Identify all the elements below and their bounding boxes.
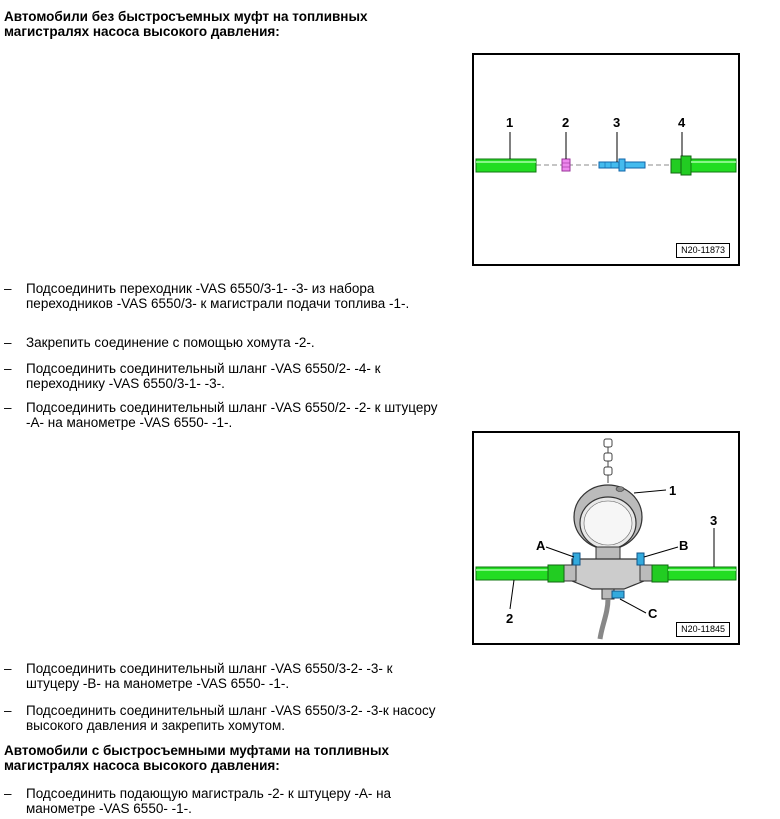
step-5 xyxy=(4,661,444,691)
callout-a: A xyxy=(536,538,546,553)
step-text: Подсоединить переходник -VAS 6550/3-1- -3- из набора переходников -VAS 6550/3- к магистрали подачи топлива -1-. xyxy=(26,281,410,311)
connecting-hose-left xyxy=(476,565,564,582)
callout-1: 1 xyxy=(506,115,514,130)
callout-2: 2 xyxy=(506,611,514,626)
figure-id-label: N20-11845 xyxy=(676,622,730,637)
figure-pressure-gauge xyxy=(472,431,740,645)
figure-pressure-gauge-drawing xyxy=(474,433,738,643)
step-text: Подсоединить соединительный шланг -VAS 6550/2- -4- к переходнику -VAS 6550/3-1- -3-. xyxy=(26,361,381,391)
list-dash: – xyxy=(4,361,12,376)
gauge-hanger-chain xyxy=(604,439,612,483)
fuel-supply-line xyxy=(476,159,536,172)
step-3 xyxy=(4,361,444,391)
step-1 xyxy=(4,281,444,311)
step-text: Подсоединить соединительный шланг -VAS 6550/2- -2- к штуцеру -A- на манометре -VAS 6550- -1-. xyxy=(26,400,438,430)
drain-hose xyxy=(600,599,608,639)
step-4 xyxy=(4,400,444,430)
figure-id-label: N20-11873 xyxy=(676,243,730,258)
step-7 xyxy=(4,786,404,816)
callout-b: B xyxy=(679,538,689,553)
list-dash: – xyxy=(4,786,12,801)
list-dash: – xyxy=(4,335,12,350)
step-6 xyxy=(4,703,444,733)
callout-4: 4 xyxy=(678,115,686,130)
callout-c: C xyxy=(648,606,658,621)
figure-fuel-line-adapter xyxy=(472,53,740,266)
hose-clamp xyxy=(562,159,570,171)
figure-fuel-line-adapter-drawing xyxy=(474,55,738,264)
list-dash: – xyxy=(4,400,12,415)
step-text: Подсоединить подающую магистраль -2- к штуцеру -A- на манометре -VAS 6550- -1-. xyxy=(26,786,392,816)
callout-2: 2 xyxy=(562,115,570,130)
valve-a xyxy=(573,553,580,565)
step-text: Подсоединить соединительный шланг -VAS 6550/3-2- -3- к штуцеру -B- на манометре -VAS 6550- -1-. xyxy=(26,661,393,691)
step-text: Закрепить соединение с помощью хомута -2-. xyxy=(26,335,315,350)
list-dash: – xyxy=(4,703,12,718)
callout-3: 3 xyxy=(613,115,621,130)
list-dash: – xyxy=(4,281,12,296)
step-2 xyxy=(4,335,444,350)
connecting-hose-vas-6550-2 xyxy=(671,156,736,175)
list-dash: – xyxy=(4,661,12,676)
connecting-hose-right xyxy=(652,565,736,582)
section-heading-with-quick-couplings: Автомобили с быстросъемными муфтами на топливных магистралях насоса высокого давления: xyxy=(4,743,390,773)
section-heading-without-quick-couplings: Автомобили без быстросъемных муфт на топливных магистралях насоса высокого давления: xyxy=(4,9,368,39)
step-text: Подсоединить соединительный шланг -VAS 6550/3-2- -3-к насосу высокого давления и закрепить хомутом. xyxy=(26,703,436,733)
adapter-vas-6550-3-1 xyxy=(599,159,645,171)
valve-b xyxy=(637,553,644,565)
callout-1: 1 xyxy=(669,483,677,498)
valve-c xyxy=(612,591,624,598)
pressure-gauge-vas-6550 xyxy=(564,485,652,599)
callout-3: 3 xyxy=(710,513,718,528)
